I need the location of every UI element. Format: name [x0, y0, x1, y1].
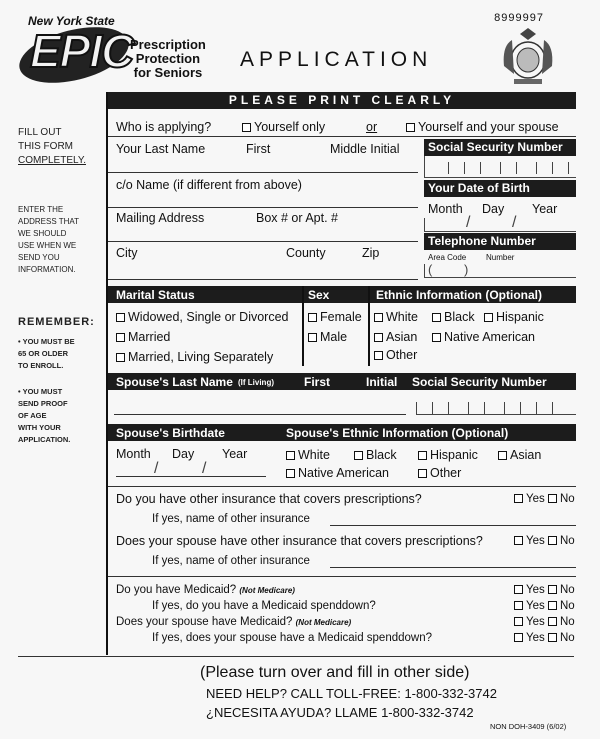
- checkbox[interactable]: [418, 451, 427, 460]
- if-living-note: (If Living): [238, 378, 274, 387]
- spouse-insurance-question: Does your spouse have other insurance that covers prescriptions?: [116, 534, 483, 548]
- rule-line: • YOU MUST BE: [18, 337, 75, 346]
- form-code: NON DOH-3409 (6/02): [490, 722, 567, 731]
- option-label: Other: [386, 348, 418, 362]
- ayuda-line: ¿NECESITA AYUDA? LLAME 1-800-332-3742: [206, 705, 474, 720]
- option-label: No: [560, 616, 575, 628]
- option-label: White: [386, 310, 418, 324]
- option-label: No: [560, 584, 575, 596]
- spouse-insurance-name-label: If yes, name of other insurance: [152, 555, 310, 567]
- option-label: No: [560, 535, 575, 547]
- first-name-label: First: [246, 142, 271, 156]
- option-label: No: [560, 493, 575, 505]
- sex-header: Sex: [308, 288, 330, 302]
- checkbox[interactable]: [514, 633, 523, 642]
- black-option[interactable]: [432, 310, 475, 324]
- help-line: NEED HELP? CALL TOLL-FREE: 1-800-332-3742: [206, 686, 497, 701]
- option-label: No: [560, 600, 575, 612]
- dob-year-label: Year: [532, 202, 558, 216]
- checkbox[interactable]: [242, 123, 251, 132]
- spouse-native-american-option[interactable]: [286, 466, 389, 480]
- or-text: or: [366, 120, 378, 134]
- middle-initial-label: Middle Initial: [330, 142, 400, 156]
- ssn-tick: [432, 402, 433, 414]
- checkbox[interactable]: [418, 469, 427, 478]
- note-line: USE WHEN WE: [18, 241, 77, 250]
- note-line: THIS FORM: [18, 141, 73, 152]
- print-clearly-banner: PLEASE PRINT CLEARLY: [108, 92, 576, 109]
- option-label: Yes: [526, 584, 545, 596]
- option-label: White: [298, 448, 330, 462]
- other-insurance-name-line[interactable]: [330, 525, 576, 526]
- area-code-paren-close: ): [464, 262, 469, 277]
- note-line: COMPLETELY.: [18, 155, 86, 166]
- spouse-asian-option[interactable]: [498, 448, 541, 462]
- mailing-entry-line[interactable]: [108, 241, 418, 242]
- mailing-address-label: Mailing Address: [116, 211, 205, 225]
- ssn-tick: [468, 402, 469, 414]
- date-slash: /: [202, 460, 207, 477]
- zip-label: Zip: [362, 246, 380, 260]
- ssn-tick: [568, 162, 569, 174]
- checkbox[interactable]: [116, 353, 125, 362]
- option-label: Female: [320, 310, 362, 324]
- note-line: ADDRESS THAT: [18, 217, 80, 226]
- native-american-option[interactable]: [432, 330, 535, 344]
- ssn-tick: [536, 162, 537, 174]
- checkbox[interactable]: [548, 601, 557, 610]
- medicaid-no[interactable]: [548, 584, 575, 597]
- spouse-ethnic-header: Spouse's Ethnic Information (Optional): [286, 426, 509, 440]
- other-insurance-yes[interactable]: [514, 493, 545, 506]
- rule-line: TO ENROLL.: [18, 361, 64, 370]
- spouse-ssn-header: Social Security Number: [412, 375, 547, 389]
- checkbox[interactable]: [514, 617, 523, 626]
- spouse-initial-header: Initial: [366, 375, 398, 389]
- spouse-medicaid-question: [116, 616, 351, 629]
- ssn-tick: [484, 402, 485, 414]
- city-label: City: [116, 246, 138, 260]
- spouse-birthdate-entry-line[interactable]: [116, 476, 266, 477]
- logo-tagline: [130, 38, 206, 80]
- tagline-line-2: Protection: [135, 51, 201, 66]
- spouse-insurance-name-line[interactable]: [330, 567, 576, 568]
- medicaid-yes[interactable]: [514, 584, 545, 597]
- medicaid-question: [116, 584, 295, 597]
- dob-month-label: Month: [428, 202, 463, 216]
- spouse-first-header: First: [304, 375, 331, 389]
- tagline-line-3: for Seniors: [133, 65, 203, 80]
- checkbox[interactable]: [514, 585, 523, 594]
- hispanic-option[interactable]: [484, 310, 544, 324]
- sidebar-fill-out-note: [18, 126, 86, 168]
- spouse-medicaid-yes[interactable]: [514, 616, 545, 629]
- county-label: County: [286, 246, 326, 260]
- ssn-tick: [448, 162, 449, 174]
- divider: [108, 486, 576, 487]
- other-insurance-no[interactable]: [548, 493, 575, 506]
- phone-number-label: Number: [486, 253, 515, 262]
- divider: [108, 576, 576, 577]
- married-option[interactable]: [116, 330, 170, 344]
- spouse-other-option[interactable]: [418, 466, 461, 480]
- option-label: Widowed, Single or Divorced: [128, 310, 289, 324]
- female-option[interactable]: [308, 310, 362, 324]
- logo-epic-text: EPIC: [30, 25, 134, 77]
- name-entry-line[interactable]: [108, 172, 418, 173]
- checkbox[interactable]: [354, 451, 363, 460]
- checkbox[interactable]: [548, 536, 557, 545]
- spouse-white-option[interactable]: [286, 448, 330, 462]
- other-insurance-name-label: If yes, name of other insurance: [152, 513, 310, 525]
- ssn-header: Social Security Number: [424, 139, 576, 156]
- checkbox[interactable]: [548, 617, 557, 626]
- option-label: Native American: [444, 330, 536, 344]
- option-label: Married, Living Separately: [128, 350, 274, 364]
- checkbox[interactable]: [374, 351, 383, 360]
- city-entry-line[interactable]: [108, 279, 418, 280]
- ny-state-seal-icon: [500, 26, 556, 86]
- spenddown-yes[interactable]: [514, 600, 545, 613]
- spenddown-no[interactable]: [548, 600, 575, 613]
- sidebar-address-note: [18, 204, 79, 276]
- widowed-option[interactable]: [116, 310, 289, 324]
- not-medicare-note: (Not Medicare): [239, 586, 295, 595]
- option-label: Yes: [526, 632, 545, 644]
- checkbox[interactable]: [432, 333, 441, 342]
- option-label: Black: [444, 310, 475, 324]
- date-slash: /: [154, 460, 159, 477]
- option-label: Yes: [526, 616, 545, 628]
- option-label: Yes: [526, 493, 545, 505]
- note-line: ENTER THE: [18, 205, 64, 214]
- option-label: Yes: [526, 600, 545, 612]
- rule-line: WITH YOUR: [18, 423, 61, 432]
- rule-line: SEND PROOF: [18, 399, 68, 408]
- ssn-tick: [504, 402, 505, 414]
- option-label: Married: [128, 330, 171, 344]
- rule-line: 65 OR OLDER: [18, 349, 69, 358]
- rule-line: • YOU MUST: [18, 387, 63, 396]
- sidebar-proof-rule: [18, 386, 70, 446]
- spouse-hispanic-option[interactable]: [418, 448, 478, 462]
- checkbox[interactable]: [432, 313, 441, 322]
- married-separately-option[interactable]: [116, 350, 273, 364]
- ssn-tick: [416, 402, 417, 414]
- option-label: Hispanic: [496, 310, 544, 324]
- ethnic-header: Ethnic Information (Optional): [376, 288, 542, 302]
- spouse-spenddown-yes[interactable]: [514, 632, 545, 645]
- ssn-tick: [480, 162, 481, 174]
- dob-entry-box[interactable]: [424, 218, 576, 232]
- option-label: No: [560, 632, 575, 644]
- option-label: Asian: [386, 330, 418, 344]
- option-label: Native American: [298, 466, 390, 480]
- form-bottom-rule: [18, 656, 574, 657]
- note-line: SEND YOU: [18, 253, 60, 262]
- spouse-birthdate-header: Spouse's Birthdate: [116, 426, 225, 440]
- spouse-last-name-header: Spouse's Last Name: [116, 375, 233, 389]
- yourself-only-option[interactable]: [242, 120, 325, 134]
- document-number: 8999997: [494, 12, 544, 24]
- asian-option[interactable]: [374, 330, 417, 344]
- checkbox[interactable]: [286, 451, 295, 460]
- option-label: Hispanic: [430, 448, 478, 462]
- checkbox[interactable]: [548, 585, 557, 594]
- box-apt-label: Box # or Apt. #: [256, 211, 338, 225]
- spouse-medicaid-no[interactable]: [548, 616, 575, 629]
- option-label: Male: [320, 330, 348, 344]
- checkbox[interactable]: [116, 333, 125, 342]
- logo-state-text: New York State: [28, 14, 115, 28]
- ssn-tick: [516, 162, 517, 174]
- who-applying-label: Who is applying?: [116, 120, 212, 134]
- ssn-tick: [500, 162, 501, 174]
- marital-status-header: Marital Status: [116, 288, 195, 302]
- option-label: Yes: [526, 535, 545, 547]
- tagline-line-1: Prescription: [130, 37, 206, 52]
- spouse-spenddown-no[interactable]: [548, 632, 575, 645]
- male-option[interactable]: [308, 330, 347, 344]
- question-text: Do you have Medicaid?: [116, 584, 237, 596]
- ssn-tick: [448, 402, 449, 414]
- checkbox[interactable]: [514, 601, 523, 610]
- spouse-spenddown-question: If yes, does your spouse have a Medicaid spenddown?: [152, 632, 433, 644]
- checkbox[interactable]: [484, 313, 493, 322]
- sidebar-age-rule: [18, 336, 75, 372]
- checkbox[interactable]: [308, 313, 317, 322]
- checkbox[interactable]: [514, 494, 523, 503]
- dob-header: Your Date of Birth: [424, 180, 576, 197]
- checkbox[interactable]: [514, 536, 523, 545]
- other-insurance-question: Do you have other insurance that covers prescriptions?: [116, 492, 422, 506]
- option-label: Yourself only: [254, 120, 326, 134]
- checkbox[interactable]: [374, 333, 383, 342]
- question-text: Does your spouse have Medicaid?: [116, 616, 293, 628]
- ssn-tick: [552, 402, 553, 414]
- checkbox[interactable]: [498, 451, 507, 460]
- not-medicare-note: (Not Medicare): [295, 618, 352, 627]
- rule-line: APPLICATION.: [18, 435, 71, 444]
- checkbox[interactable]: [374, 313, 383, 322]
- spouse-day-label: Day: [172, 447, 195, 461]
- telephone-entry-box[interactable]: [424, 264, 576, 278]
- spenddown-question: If yes, do you have a Medicaid spenddown?: [152, 600, 376, 612]
- application-form: [106, 92, 574, 655]
- ssn-tick: [464, 162, 465, 174]
- area-code-paren-open: (: [428, 262, 433, 277]
- co-name-label: c/o Name (if different from above): [116, 178, 302, 192]
- spouse-insurance-no[interactable]: [548, 535, 575, 548]
- checkbox[interactable]: [286, 469, 295, 478]
- column-separator: [302, 286, 304, 366]
- spouse-black-option[interactable]: [354, 448, 397, 462]
- spouse-name-entry-line[interactable]: [114, 414, 406, 415]
- dob-day-label: Day: [482, 202, 505, 216]
- note-line: FILL OUT: [18, 127, 62, 138]
- ssn-tick: [536, 402, 537, 414]
- sidebar-remember-heading: REMEMBER:: [18, 316, 95, 328]
- checkbox[interactable]: [548, 494, 557, 503]
- last-name-label: Your Last Name: [116, 142, 206, 156]
- date-slash: /: [512, 214, 517, 231]
- divider: [108, 136, 576, 137]
- date-slash: /: [466, 214, 471, 231]
- checkbox[interactable]: [406, 123, 415, 132]
- ssn-tick: [552, 162, 553, 174]
- option-label: Asian: [510, 448, 542, 462]
- checkbox[interactable]: [116, 313, 125, 322]
- option-label: Yourself and your spouse: [418, 120, 559, 134]
- checkbox[interactable]: [548, 633, 557, 642]
- ssn-tick: [520, 402, 521, 414]
- note-line: INFORMATION.: [18, 265, 76, 274]
- other-option[interactable]: [374, 348, 417, 362]
- co-name-entry-line[interactable]: [108, 207, 418, 208]
- spouse-month-label: Month: [116, 447, 151, 461]
- rule-line: OF AGE: [18, 411, 47, 420]
- option-label: Other: [430, 466, 462, 480]
- spouse-insurance-yes[interactable]: [514, 535, 545, 548]
- white-option[interactable]: [374, 310, 418, 324]
- turn-over-note: (Please turn over and fill in other side): [200, 664, 470, 681]
- note-line: WE SHOULD: [18, 229, 67, 238]
- spouse-year-label: Year: [222, 447, 248, 461]
- yourself-spouse-option[interactable]: [406, 120, 559, 134]
- page-title: APPLICATION: [240, 48, 433, 71]
- telephone-header: Telephone Number: [424, 233, 576, 250]
- column-separator: [368, 286, 370, 366]
- checkbox[interactable]: [308, 333, 317, 342]
- area-code-label: Area Code: [428, 253, 467, 262]
- option-label: Black: [366, 448, 397, 462]
